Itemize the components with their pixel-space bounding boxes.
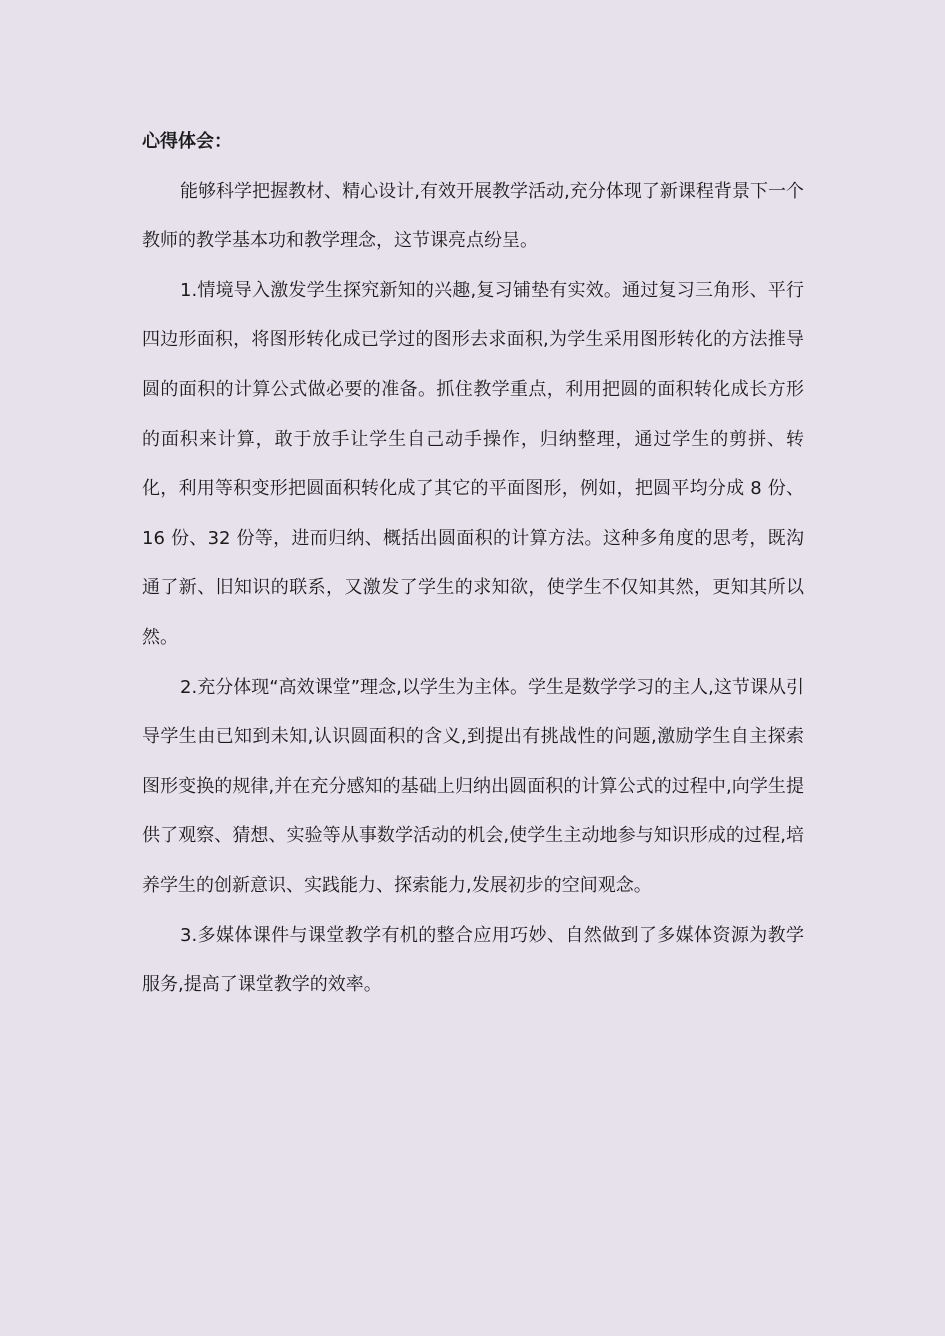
section-heading: 心得体会： xyxy=(142,131,232,152)
paragraph-point-3: 3.多媒体课件与课堂教学有机的整合应用巧妙、自然做到了多媒体资源为教学服务,提高了课堂教学的效率。 xyxy=(142,924,804,996)
paragraph-point-1: 1.情境导入激发学生探究新知的兴趣,复习铺垫有实效。通过复习三角形、平行四边形面积，将图形转化成已学过的图形去求面积,为学生采用图形转化的方法推导圆的面积的计算公式做必要的准备。抓住教学重点，利用把圆的面积转化成长方形的面积来计算，敢于放手让学生自己动手操作，归纳整理，通过学生的剪拼、转化，利用等积变形把圆面积转化成了其它的平面图形，例如，把圆平均分成 8 份、16 份、32 份等，进而归纳、概括出圆面积的计算方法。这种多角度的思考，既沟通了新、旧知识的联系，又激发了学生的求知欲，使学生不仅知其然，更知其所以然。 xyxy=(142,279,804,648)
document-body xyxy=(142,117,804,1010)
paragraph-intro: 能够科学把握教材、精心设计,有效开展教学活动,充分体现了新课程背景下一个教师的教学基本功和教学理念，这节课亮点纷呈。 xyxy=(142,180,804,252)
paragraph-point-2: 2.充分体现“高效课堂”理念,以学生为主体。学生是数学学习的主人,这节课从引导学生由已知到未知,认识圆面积的含义,到提出有挑战性的问题,激励学生自主探索图形变换的规律,并在充分感知的基础上归纳出圆面积的计算公式的过程中,向学生提供了观察、猜想、实验等从事数学活动的机会,使学生主动地参与知识形成的过程,培养学生的创新意识、实践能力、探索能力,发展初步的空间观念。 xyxy=(142,676,804,896)
